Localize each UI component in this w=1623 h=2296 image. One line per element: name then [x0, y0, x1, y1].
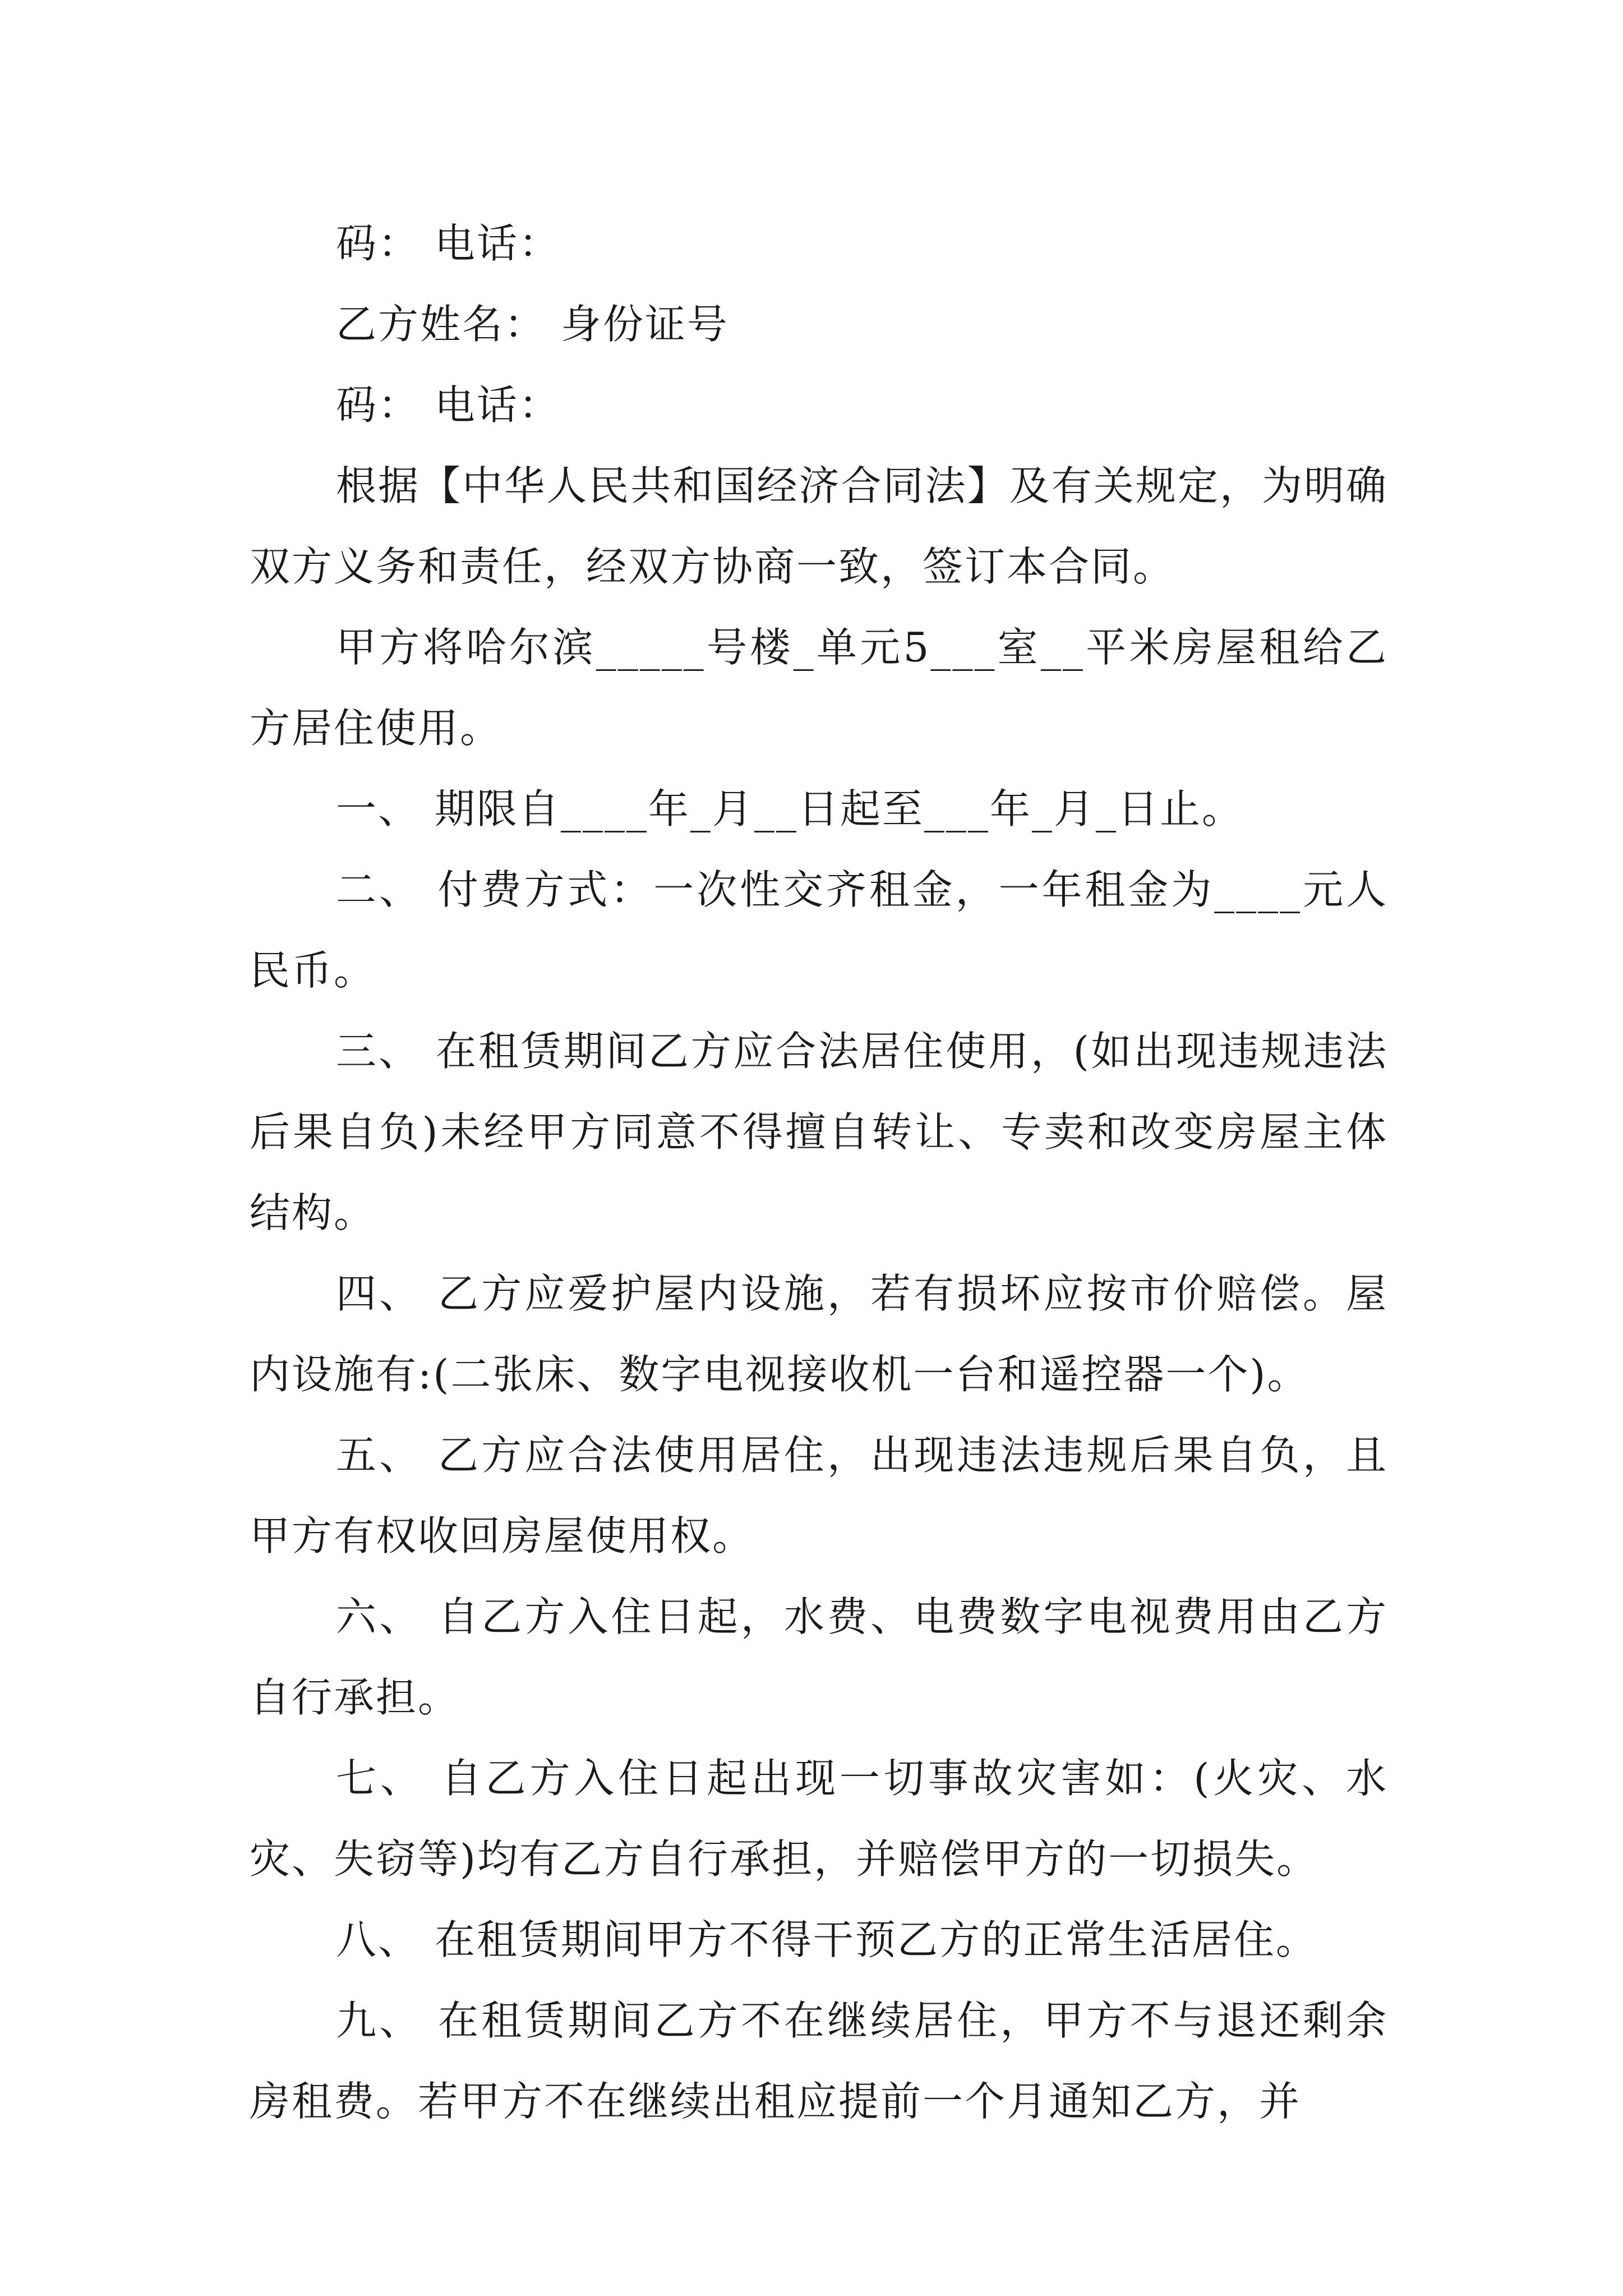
clause-5-legal-use: 五、 乙方应合法使用居住，出现违法违规后果自负，且甲方有权收回房屋使用权。: [250, 1432, 1388, 1559]
clause-1-term: 一、 期限自____年_月__日起至___年_月_日止。: [336, 785, 1244, 832]
paragraph-contact-phone-2: 码： 电话：: [336, 381, 561, 429]
clause-4-facilities: 四、 乙方应爱护屋内设施，若有损坏应按市价赔偿。屋内设施有:(二张床、数字电视接收机一台和遥控器一个)。: [250, 1270, 1388, 1398]
clause-7-accidents: 七、 自乙方入住日起出现一切事故灾害如：(火灾、水灾、失窃等)均有乙方自行承担，并赔偿甲方的一切损失。: [250, 1755, 1388, 1883]
paragraph-preamble: 根据【中华人民共和国经济合同法】及有关规定，为明确双方义务和责任，经双方协商一致，签订本合同。: [250, 462, 1388, 590]
clause-9-termination: 九、 在租赁期间乙方不在继续居住，甲方不与退还剩余房租费。若甲方不在继续出租应提前一个月通知乙方，并: [250, 1997, 1388, 2125]
clause-6-utilities: 六、 自乙方入住日起，水费、电费数字电视费用由乙方自行承担。: [250, 1593, 1388, 1721]
paragraph-party-b-name: 乙方姓名： 身份证号: [336, 301, 729, 348]
clause-2-payment: 二、 付费方式：一次性交齐租金，一年租金为____元人民币。: [250, 866, 1388, 994]
paragraph-contact-phone-1: 码： 电话：: [336, 220, 561, 267]
document-body: [250, 203, 1388, 2142]
clause-8-non-interference: 八、 在租赁期间甲方不得干预乙方的正常生活居住。: [336, 1916, 1318, 1963]
paragraph-property: 甲方将哈尔滨_____号楼_单元5___室__平米房屋租给乙方居住使用。: [250, 624, 1388, 752]
clause-3-lawful-use: 三、 在租赁期间乙方应合法居住使用，(如出现违规违法后果自负)未经甲方同意不得擅自转让、专卖和改变房屋主体结构。: [250, 1028, 1388, 1236]
